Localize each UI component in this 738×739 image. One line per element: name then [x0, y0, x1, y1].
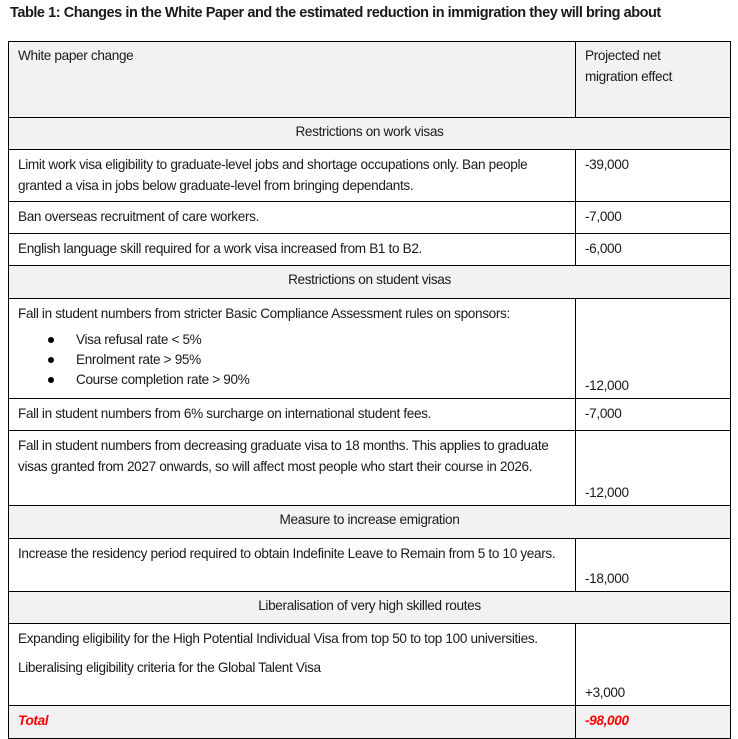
- table-row: [9, 299, 731, 399]
- effect-cell: -12,000: [576, 431, 731, 506]
- change-cell: Ban overseas recruitment of care workers.: [9, 202, 576, 234]
- total-label: Total: [9, 706, 576, 739]
- change-text: Fall in student numbers from stricter Basic Compliance Assessment rules on sponsors:: [18, 306, 510, 321]
- change-text: Expanding eligibility for the High Potential Individual Visa from top 50 to top 100 universities.: [18, 631, 538, 646]
- table-row: [9, 624, 731, 706]
- change-text-2: Liberalising eligibility criteria for the Global Talent Visa: [18, 660, 321, 675]
- table-row: [9, 234, 731, 266]
- change-cell: Fall in student numbers from 6% surcharge on international student fees.: [9, 399, 576, 431]
- effect-cell: -39,000: [576, 150, 731, 202]
- header-effect-line2: migration effect: [585, 69, 673, 84]
- header-effect: [576, 42, 731, 118]
- effect-cell: +3,000: [576, 624, 731, 706]
- change-cell: English language skill required for a work visa increased from B1 to B2.: [9, 234, 576, 266]
- change-cell: Limit work visa eligibility to graduate-level jobs and shortage occupations only. Ban people granted a visa in jobs below graduate-level from bringing dependants.: [9, 150, 576, 202]
- section-row-emigration: [9, 506, 731, 539]
- list-item: Course completion rate > 90%: [76, 370, 566, 390]
- section-title: Restrictions on work visas: [9, 118, 731, 150]
- list-item: Visa refusal rate < 5%: [76, 330, 566, 350]
- effect-cell: -18,000: [576, 539, 731, 592]
- list-item: Enrolment rate > 95%: [76, 350, 566, 370]
- header-effect-line1: Projected net: [585, 48, 661, 63]
- section-row-high-skilled: [9, 592, 731, 624]
- table-row: [9, 150, 731, 202]
- table-row: [9, 431, 731, 506]
- table-row: [9, 539, 731, 592]
- section-title: Restrictions on student visas: [9, 266, 731, 299]
- table-header-row: [9, 42, 731, 118]
- section-row-student-visas: [9, 266, 731, 299]
- change-cell: Fall in student numbers from decreasing graduate visa to 18 months. This applies to graduate visas granted from 2027 onwards, so will affect most people who start their course in 2026.: [9, 431, 576, 506]
- change-cell: [9, 624, 576, 706]
- criteria-list: [18, 330, 566, 390]
- table-row: [9, 202, 731, 234]
- migration-effects-table: [8, 41, 731, 739]
- section-title: Liberalisation of very high skilled routes: [9, 592, 731, 624]
- change-cell: Increase the residency period required to obtain Indefinite Leave to Remain from 5 to 10 years.: [9, 539, 576, 592]
- header-change: White paper change: [9, 42, 576, 118]
- table-row: [9, 399, 731, 431]
- effect-cell: -6,000: [576, 234, 731, 266]
- effect-cell: -12,000: [576, 299, 731, 399]
- table-caption: Table 1: Changes in the White Paper and the estimated reduction in immigration they will bring about: [10, 5, 661, 21]
- section-title: Measure to increase emigration: [9, 506, 731, 539]
- effect-cell: -7,000: [576, 399, 731, 431]
- section-row-work-visas: [9, 118, 731, 150]
- total-value: -98,000: [576, 706, 731, 739]
- change-cell: [9, 299, 576, 399]
- effect-cell: -7,000: [576, 202, 731, 234]
- total-row: [9, 706, 731, 739]
